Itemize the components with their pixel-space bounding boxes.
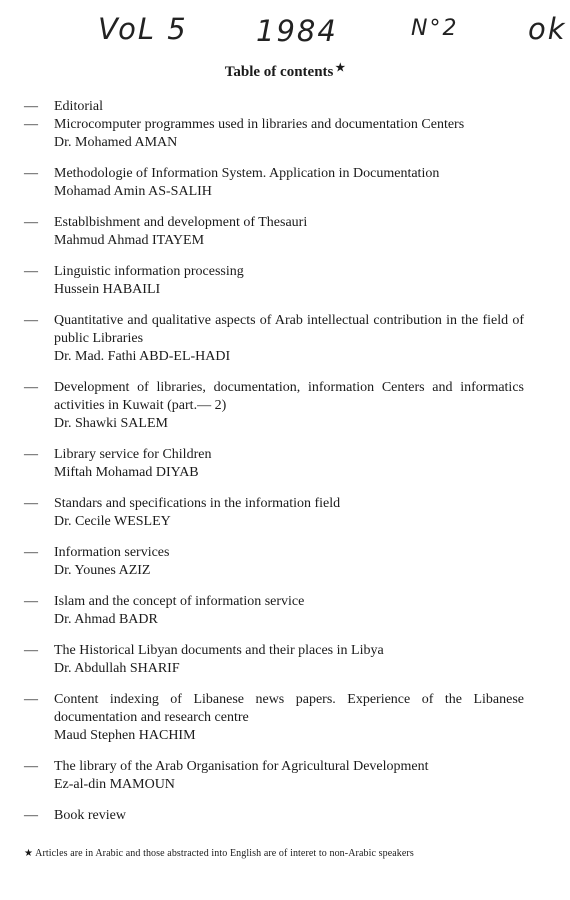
entry-title: Microcomputer programmes used in libraries and documentation Centers	[54, 117, 465, 132]
entry-title: Quantitative and qualitative aspects of Arab intellectual contribution in the field of public Libraries	[54, 313, 524, 346]
toc-entry	[24, 214, 524, 250]
handwritten-year: 1984	[256, 14, 338, 48]
toc-entry	[24, 758, 524, 794]
handwritten-volume: VoL 5	[98, 12, 188, 46]
toc-entry	[24, 116, 524, 152]
entry-title: Information services	[54, 545, 170, 560]
footnote	[24, 848, 544, 859]
toc-entry	[24, 379, 524, 433]
entry-author: Dr. Mohamed AMAN	[54, 135, 178, 150]
handwritten-ok-mark: ok	[528, 12, 567, 46]
entry-dash: —	[24, 692, 38, 707]
page-title	[0, 64, 570, 81]
toc-entry	[24, 593, 524, 629]
entry-title: Standars and specifications in the information field	[54, 496, 341, 511]
entry-author: Maud Stephen HACHIM	[54, 728, 196, 743]
entry-dash: —	[24, 447, 38, 462]
entry-author: Dr. Cecile WESLEY	[54, 514, 171, 529]
handwritten-annotation	[98, 12, 568, 56]
entry-dash: —	[24, 166, 38, 181]
toc-entry	[24, 312, 524, 366]
entry-author: Dr. Shawki SALEM	[54, 416, 168, 431]
table-of-contents	[24, 98, 524, 838]
entry-author: Mohamad Amin AS-SALIH	[54, 184, 212, 199]
entry-author: Ez-al-din MAMOUN	[54, 777, 175, 792]
entry-author: Dr. Ahmad BADR	[54, 612, 158, 627]
entry-author: Dr. Mad. Fathi ABD-EL-HADI	[54, 349, 231, 364]
footnote-text: Articles are in Arabic and those abstracted into English are of interet to non-Arabic speakers	[35, 848, 414, 859]
entry-dash: —	[24, 759, 38, 774]
entry-dash: —	[24, 643, 38, 658]
footnote-star-marker: ★	[24, 848, 34, 859]
entry-author: Miftah Mohamad DIYAB	[54, 465, 199, 480]
toc-entry	[24, 807, 524, 825]
entry-dash: —	[24, 594, 38, 609]
handwritten-number: N°2	[411, 16, 459, 41]
title-star-marker: ★	[335, 62, 346, 74]
entry-title: Editorial	[54, 99, 103, 114]
entry-dash: —	[24, 496, 38, 511]
entry-title: The Historical Libyan documents and their places in Libya	[54, 643, 384, 658]
entry-author: Hussein HABAILI	[54, 282, 161, 297]
page-title-text: Table of contents	[224, 64, 334, 80]
entry-dash: —	[24, 808, 38, 823]
entry-title: Linguistic information processing	[54, 264, 244, 279]
toc-entry	[24, 495, 524, 531]
entry-dash: —	[24, 264, 38, 279]
entry-title: Library service for Children	[54, 447, 212, 462]
entry-title: Content indexing of Libanese news papers. Experience of the Libanese documentation and research centre	[54, 692, 524, 725]
toc-entry	[24, 165, 524, 201]
toc-entry	[24, 446, 524, 482]
entry-title: Establbishment and development of Thesauri	[54, 215, 308, 230]
entry-dash: —	[24, 313, 38, 328]
entry-title: The library of the Arab Organisation for Agricultural Development	[54, 759, 429, 774]
entry-author: Mahmud Ahmad ITAYEM	[54, 233, 205, 248]
toc-entry	[24, 98, 524, 116]
entry-dash: —	[24, 99, 38, 114]
entry-title: Islam and the concept of information service	[54, 594, 305, 609]
toc-entry	[24, 691, 524, 745]
toc-entry	[24, 263, 524, 299]
entry-title: Methodologie of Information System. Application in Documentation	[54, 166, 440, 181]
entry-author: Dr. Abdullah SHARIF	[54, 661, 180, 676]
entry-title: Development of libraries, documentation, information Centers and informatics activities in Kuwait (part.— 2)	[54, 380, 524, 413]
entry-title: Book review	[54, 808, 126, 823]
entry-dash: —	[24, 117, 38, 132]
entry-dash: —	[24, 545, 38, 560]
entry-dash: —	[24, 380, 38, 395]
toc-entry	[24, 544, 524, 580]
toc-entry	[24, 642, 524, 678]
entry-dash: —	[24, 215, 38, 230]
entry-author: Dr. Younes AZIZ	[54, 563, 151, 578]
